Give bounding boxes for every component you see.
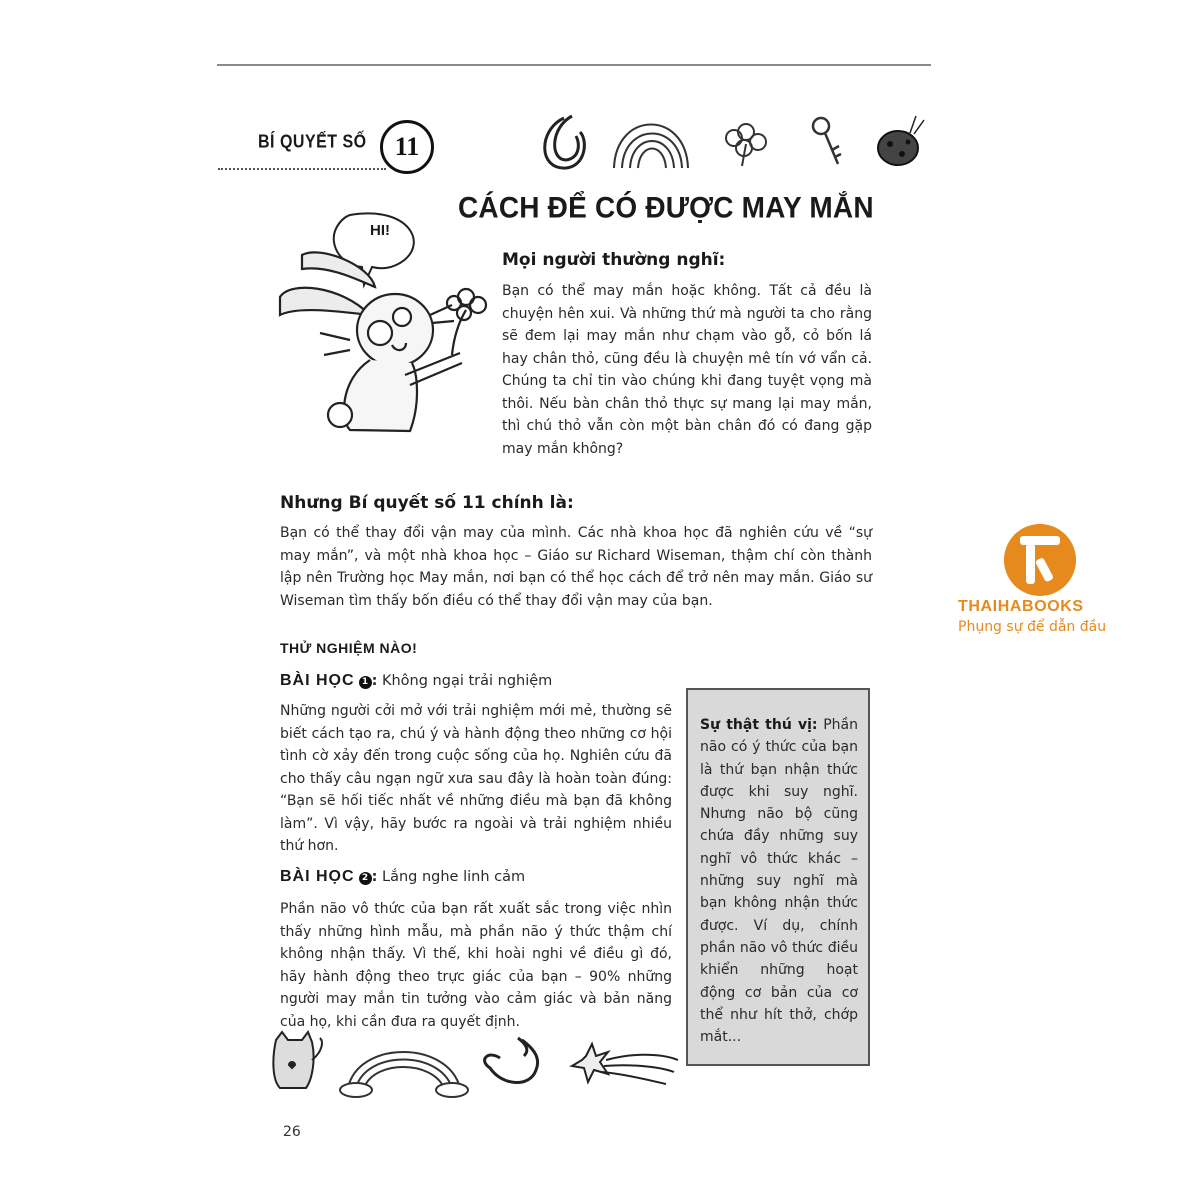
bunny-figure	[280, 252, 486, 431]
secret-text: Bạn có thể thay đổi vận may của mình. Các nhà khoa học đã nghiên cứu về “sự may mắn”, và một nhà khoa học – Giáo sư Richard Wiseman, thậm chí còn thành lập nên Trường học May mắn, nơi bạn có thể học cách để trở nên may mắn. Giáo sư Wiseman tìm thấy bốn điều có thể thay đổi vận may của bạn.	[280, 525, 872, 609]
try-it-heading: THỬ NGHIỆM NÀO!	[280, 640, 418, 656]
dotted-divider	[218, 168, 386, 170]
rainbow-icon	[614, 125, 688, 169]
lesson-label: BÀI HỌC	[280, 868, 355, 885]
secret-heading: Nhưng Bí quyết số 11 chính là:	[280, 493, 574, 513]
rainbow-icon	[340, 1052, 468, 1097]
common-belief-text: Bạn có thể may mắn hoặc không. Tất cả đều là chuyện hên xui. Và những thứ mà người ta cho rằng sẽ đem lại may mắn như chạm vào gỗ, cỏ bốn lá hay chân thỏ, cũng đều là chuyện mê tín vớ vẩn cả. Chúng ta chỉ tin vào chúng khi đang tuyệt vọng mà thôi. Nếu bàn chân thỏ thực sự mang lại may mắn, thì chú thỏ vẫn còn một bàn chân đó có đang gặp may mắn không?	[502, 283, 872, 457]
horseshoe-icon	[485, 1038, 538, 1083]
common-belief-heading: Mọi người thường nghĩ:	[502, 250, 726, 270]
fun-fact-box	[686, 688, 870, 1066]
fun-fact-text: Phần não có ý thức của bạn là thứ bạn nhận thức được khi suy nghĩ. Nhưng não bộ cũng chứa đầy những suy nghĩ vô thức khác – những suy nghĩ mà bạn không nhận thức được. Ví dụ, chính phần não vô thức điều khiển những hoạt động cơ bản của cơ thể như hít thở, chớp mắt...	[700, 717, 859, 1046]
ladybug-icon	[878, 116, 924, 165]
cat-icon	[273, 1032, 322, 1088]
lesson-2-text: Phần não vô thức của bạn rất xuất sắc trong việc nhìn thấy những hình mẫu, mà phần não ý thức thậm chí không nhận thấy. Vì thế, khi hoài nghi về điều gì đó, hãy hành động theo trực giác của bạn – 90% những người may mắn tin tưởng vào cảm giác và bản năng của họ, khi cần đưa ra quyết định.	[280, 901, 672, 1030]
lesson-label: BÀI HỌC	[280, 672, 355, 689]
lesson-colon: :	[371, 869, 378, 885]
lesson-number-badge: 2	[359, 872, 372, 885]
brand-tagline: Phụng sự để dẫn đầu	[958, 619, 1107, 635]
lesson-title: Không ngại trải nghiệm	[381, 673, 553, 689]
page-title: CÁCH ĐỂ CÓ ĐƯỢC MAY MẮN	[458, 191, 874, 224]
lesson-1-text: Những người cởi mở với trải nghiệm mới mẻ, thường sẽ biết cách tạo ra, chú ý và hành động theo những cơ hội tình cờ xảy đến trong cuộc sống của họ. Nghiên cứu đã cho thấy câu ngạn ngữ xưa sau đây là hoàn toàn đúng: “Bạn sẽ hối tiếc nhất về những điều mà bạn đã không làm”. Vì vậy, hãy bước ra ngoài và trải nghiệm nhiều thứ hơn.	[280, 703, 672, 854]
bottom-decorations	[268, 1030, 688, 1100]
lesson-number-badge: 1	[359, 676, 372, 689]
four-leaf-clover-icon	[726, 124, 766, 166]
lesson-2-heading	[280, 868, 525, 886]
lesson-colon: :	[371, 673, 378, 689]
shooting-star-icon	[572, 1044, 678, 1084]
section-label: BÍ QUYẾT SỐ	[258, 132, 367, 153]
fun-fact-label: Sự thật thú vị:	[700, 717, 818, 733]
brand-name: THAIHABOOKS	[958, 598, 1084, 615]
thaihabooks-logo-icon	[1004, 524, 1076, 596]
key-icon	[813, 118, 841, 164]
top-rule	[217, 64, 931, 66]
page-number: 26	[283, 1124, 301, 1140]
top-decorations	[536, 100, 936, 180]
speech-bubble-text: HI!	[370, 222, 390, 239]
horseshoe-icon	[545, 116, 585, 168]
fun-fact-content	[700, 714, 858, 1048]
lesson-title: Lắng nghe linh cảm	[381, 869, 526, 885]
lesson-1-heading	[280, 672, 552, 690]
section-number-badge: 11	[380, 120, 434, 174]
bunny-illustration	[240, 205, 490, 445]
